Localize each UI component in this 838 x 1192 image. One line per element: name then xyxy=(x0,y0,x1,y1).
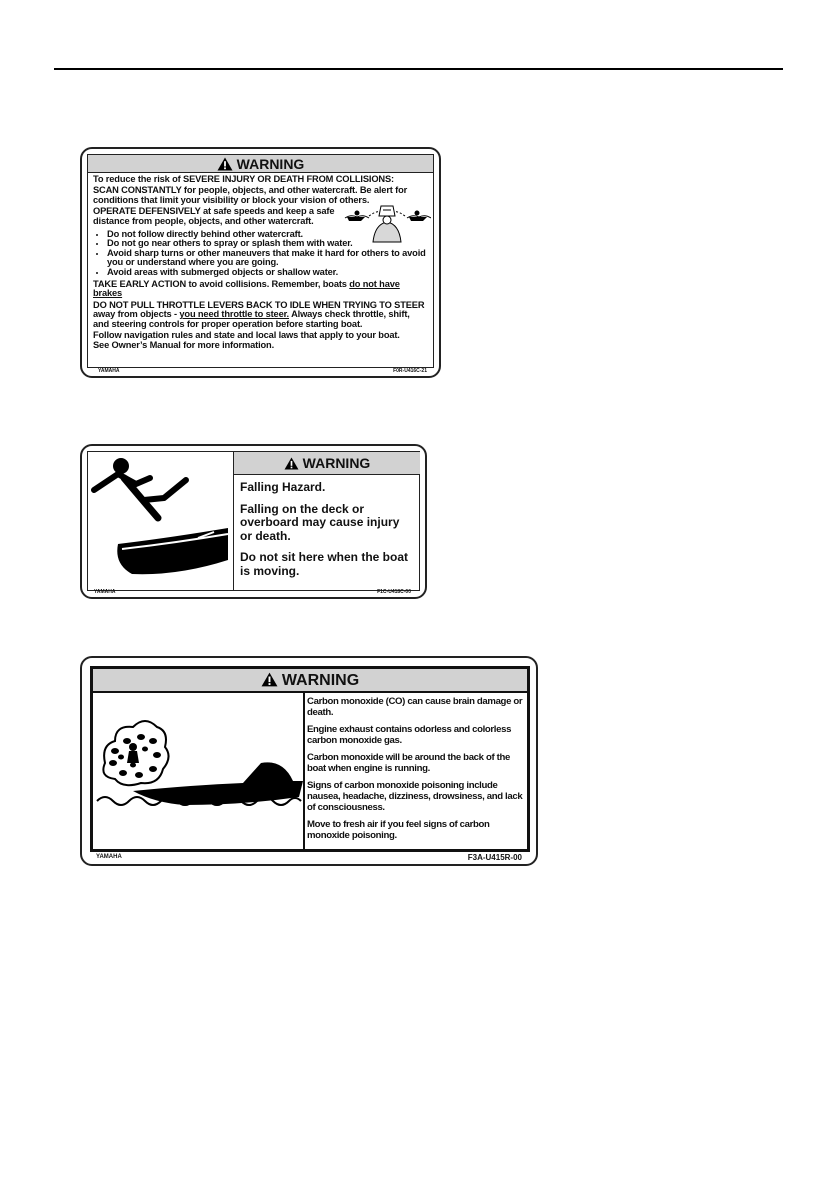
boats-illustration xyxy=(343,202,431,246)
warning-triangle-icon xyxy=(261,672,278,687)
warning-header: WARNING xyxy=(234,452,420,475)
carbon-monoxide-text xyxy=(307,696,529,847)
part-number: F0R-U416C-21 xyxy=(393,368,427,374)
early-action-text: TAKE EARLY ACTION to avoid collisions. Remember, boats do not have brakes xyxy=(93,279,400,299)
falling-hazard-text xyxy=(234,475,420,592)
list-item: • Do not go near others to spray or splash them with water. xyxy=(107,239,428,248)
warning-triangle-icon xyxy=(217,157,233,171)
brand-name: YAMAHA xyxy=(98,368,120,374)
part-number: F3A-U415R-00 xyxy=(467,853,522,862)
brand-name: YAMAHA xyxy=(94,589,116,595)
falling-person-icon xyxy=(88,452,233,590)
collision-warning-panel xyxy=(87,154,434,368)
co-line: Signs of carbon monoxide poisoning include nausea, headache, dizziness, drowsiness, and lack of consciousness. xyxy=(307,780,523,813)
falling-person-illustration xyxy=(88,452,234,590)
hazard-line: Falling Hazard. xyxy=(240,480,326,494)
carbon-monoxide-label xyxy=(80,656,538,866)
brand-name: YAMAHA xyxy=(96,854,122,860)
warning-header: WARNING xyxy=(93,669,527,693)
throttle-text: DO NOT PULL THROTTLE LEVERS BACK TO IDLE WHEN TRYING TO STEER away from objects - you need throttle to steer. Always check throttle, shift, and steering controls for proper operation before starting boat. xyxy=(93,299,425,329)
operate-text-2: distance from people, objects, and other watercraft. xyxy=(93,215,314,226)
co-line: Carbon monoxide (CO) can cause brain damage or death. xyxy=(307,696,523,718)
intro-text: To reduce the risk of SEVERE INJURY OR DEATH FROM COLLISIONS: xyxy=(93,174,394,184)
see-manual-text: See Owner’s Manual for more information. xyxy=(93,339,275,350)
top-rule xyxy=(54,68,783,70)
part-number: F1C-U418C-00 xyxy=(377,589,411,595)
warning-triangle-icon xyxy=(284,457,299,470)
warning-header: WARNING xyxy=(88,155,433,173)
co-line: Move to fresh air if you feel signs of carbon monoxide poisoning. xyxy=(307,819,490,841)
hazard-line: Falling on the deck or overboard may cause injury or death. xyxy=(240,501,400,543)
collision-warning-label xyxy=(80,147,441,378)
follow-rules-text: Follow navigation rules and state and local laws that apply to your boat. xyxy=(93,330,400,341)
falling-hazard-text-panel xyxy=(234,452,420,590)
scan-text: SCAN CONSTANTLY for people, objects, and other watercraft. Be alert for conditions that limit your visibility or block your vision of others. xyxy=(93,185,408,205)
list-item: • Do not follow directly behind other watercraft. xyxy=(107,230,428,239)
hazard-line: Do not sit here when the boat is moving. xyxy=(240,550,409,578)
list-item: • Avoid areas with submerged objects or shallow water. xyxy=(107,268,428,277)
exhaust-cloud-boat-icon xyxy=(93,693,303,850)
falling-hazard-label xyxy=(80,444,427,599)
list-item: • Avoid sharp turns or other maneuvers that make it hard for others to avoid you or understand where you are going. xyxy=(107,249,428,268)
falling-hazard-panel xyxy=(87,451,420,591)
co-line: Engine exhaust contains odorless and colorless carbon monoxide gas. xyxy=(307,724,512,746)
collision-warning-text xyxy=(88,173,433,352)
carbon-monoxide-panel xyxy=(90,666,530,852)
operate-text-1: OPERATE DEFENSIVELY at safe speeds and keep a safe xyxy=(93,206,335,217)
exhaust-boat-illustration xyxy=(93,693,305,850)
co-line: Carbon monoxide will be around the back of the boat when engine is running. xyxy=(307,752,510,774)
